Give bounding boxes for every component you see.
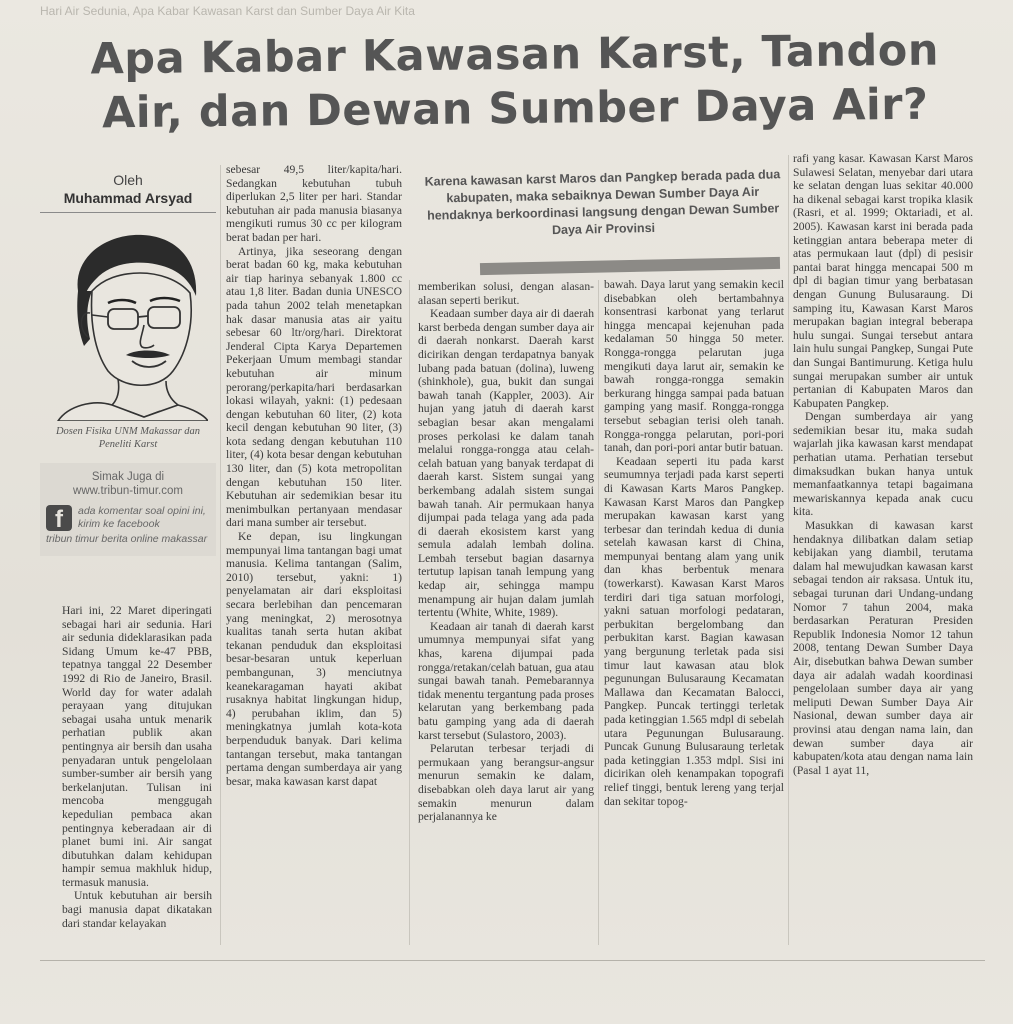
top-strip-text: Hari Air Sedunia, Apa Kabar Kawasan Karst dan Sumber Daya Air Kita bbox=[40, 4, 415, 18]
simak-title: Simak Juga di bbox=[91, 471, 165, 483]
facebook-row bbox=[46, 505, 210, 531]
col1-paragraph: Hari ini, 22 Maret diperingati sebagai hari air sedunia. Hari air sedunia dideklarasikan pada Sidang Umum ke-47 PBB, tepatnya tanggal 22 Desember 1992 di Rio de Janeiro, Brasil. World day for water adalah perayaan yang ditujukan sebagai usaha untuk menarik perhatian publik akan pentingnya air bersih dan usaha penyadaran untuk pengelolaan sumber-sumber air bersih yang berkelanjutan. Tulisan ini mencoba menggugah kepedulian pembaca akan pentingnya keberadaan air di planet bumi ini. Air sangat dibutuhkan dalam kehidupan hampir semua makhluk hidup, termasuk manusia. bbox=[62, 604, 212, 889]
author-portrait-illustration bbox=[48, 221, 208, 421]
article-column-5 bbox=[793, 152, 973, 944]
col1-paragraph: Untuk kebutuhan air bersih bagi manusia dapat dikatakan dari standar kelayakan bbox=[62, 889, 212, 930]
column-divider bbox=[598, 280, 599, 945]
pull-quote-bar bbox=[480, 257, 780, 275]
column-divider bbox=[788, 155, 789, 945]
facebook-text: ada komentar soal opini ini, kirim ke facebook bbox=[78, 505, 206, 530]
col3-paragraph: Keadaan sumber daya air di daerah karst berbeda dengan sumber daya air di daerah nonkarst. Daerah karst dicirikan dengan terdapatnya banyak lubang pada batuan (dolina), luweng (shinkhole), gua, bukit dan sungai bawah tanah (Kappler, 2003). Air hujan yang jatuh di daerah karst sebagian besar akan mengalami proses perkolasi ke dalam tanah melalui rongga-rongga atau celah-celah batuan yang banyak terdapat di daerah karst. Sistem sungai yang berkembang adalah sistem sungai bawah tanah. Air permukaan hanya dijumpai pada telaga yang ada pada di daerah ekosistem karst yang semula adalah lembah dolina. Lembah tersebut bagian dasarnya tertutup lapisan tanah lempung yang kedap air, sehingga mampu menampung air hujan dalam jumlah tertentu (White, White, 1989). bbox=[418, 307, 594, 620]
article-column-3 bbox=[418, 280, 594, 943]
col2-paragraph: sebesar 49,5 liter/kapita/hari. Sedangkan kebutuhan tubuh diperlukan 2,5 liter per hari. Standar kebutuhan air pada manusia biasanya mengikuti rumus 30 cc per kilogram berat badan per hari. bbox=[226, 163, 402, 244]
col2-paragraph: Ke depan, isu lingkungan mempunyai lima tantangan bagi umat manusia. Kelima tantangan (Salim, 2010) tersebut, yakni: 1) penyelamatan air dari eksploitasi secara berlebihan dan pencemaran yang meningkat, 2) merosotnya kualitas tanah serta hutan akibat tekanan penduduk dan eksploitasi besar-besaran untuk keperluan pembangunan, 3) menciutnya keanekaragaman hayati akibat rusaknya habitat lingkungan hidup, 4) perubahan iklim, dan 5) meningkatnya jumlah kota-kota berpenduduk banyak. Dari kelima tantangan tersebut, maka tantangan pertama dengan sumberdaya air yang besar, maka kawasan karst dapat bbox=[226, 530, 402, 788]
author-name: Muhammad Arsyad bbox=[63, 190, 193, 206]
headline-line-1: Apa Kabar Kawasan Karst, Tandon bbox=[90, 25, 940, 85]
bottom-rule bbox=[40, 960, 985, 961]
article-column-4 bbox=[604, 278, 784, 943]
author-caption: Dosen Fisika UNM Makassar dan Peneliti Karst bbox=[55, 426, 201, 450]
simak-url: www.tribun-timur.com bbox=[73, 485, 183, 497]
col3-paragraph: Pelarutan terbesar terjadi di permukaan yang berangsur-angsur menurun semakin ke dalam, disebabkan oleh daya larut air yang semakin menurun dalam perjalanannya ke bbox=[418, 742, 594, 824]
simak-box bbox=[40, 463, 216, 556]
pull-quote: Karena kawasan karst Maros dan Pangkep berada pada dua kabupaten, maka sebaiknya Dewan Sumber Daya Air hendaknya berkoordinasi langsung dengan Dewan Sumber Daya Air Provinsi bbox=[424, 167, 781, 238]
facebook-icon: f bbox=[46, 505, 72, 531]
author-by-label: Oleh bbox=[113, 172, 143, 188]
author-column bbox=[40, 172, 216, 556]
col5-paragraph: Masukkan di kawasan karst hendaknya dilibatkan dalam setiap kebijakan yang diambil, terutama dalam hal mewujudkan kawasan karst sebagai tendon air raksasa. Untuk itu, sebagai turunan dari Undang-undang Nomor 7 tahun 2004, maka berdasarkan Peraturan Presiden Republik Indonesia Nomor 12 tahun 2008, tentang Dewan Sumber Daya Air, disebutkan bahwa Dewan sumber daya air adalah wadah koordinasi pengelolaan sumber daya air yang meliputi Dewan Sumber Daya Air Nasional, dewan sumber daya air provinsi atau dengan nama lain, dan dewan sumber daya air kabupaten/kota atau dengan nama lain (Pasal 1 ayat 11, bbox=[793, 519, 973, 777]
headline bbox=[49, 23, 980, 141]
col4-paragraph: bawah. Daya larut yang semakin kecil disebabkan oleh bertambahnya konsentrasi karbonat yang terlarut hingga mencapai kejenuhan pada kedalaman 50 hingga 50 meter. Rongga-rongga pelarutan juga mengikuti daya larut air, semakin ke bawah rongga-rongga semakin berkurang hingga sampai pada batuan gamping yang masif. Rongga-rongga tersebut sebagian terisi oleh tanah. Rongga-rongga pelarutan, pori-pori tanah, dan pori-pori antar butir batuan. bbox=[604, 278, 784, 455]
col2-paragraph: Artinya, jika seseorang dengan berat badan 60 kg, maka kebutuhan air tiap harinya sebanyak 1.800 cc atau 1,8 liter. Badan dunia UNESCO pada tahun 2002 telah menetapkan hak dasar manusia atas air yaitu sebesar 60 ltr/org/hari. Direktorat Jenderal Cipta Karya Departemen Pekerjaan Umum membagi standar kebutuhan air minum perorang/perkapita/hari berdasarkan lokasi wilayah, yakni: (1) pedesaan dengan kebutuhan 60 liter, (2) kota kecil dengan kebutuhan 90 liter, (3) kota sedang dengan kebutuhan 110 liter, (4) kota besar dengan kebutuhan 130 liter, dan (5) kota metropolitan dengan kebutuhan 150 liter. Kebutuhan air sedemikian besar itu menimbulkan pertanyaan mendasar dari mana sumber air tersebut. bbox=[226, 244, 402, 530]
headline-line-2: Air, dan Dewan Sumber Daya Air? bbox=[101, 79, 929, 139]
col5-paragraph: rafi yang kasar. Kawasan Karst Maros Sulawesi Selatan, menyebar dari utara ke selatan dengan luas sekitar 40.000 ha dikenal sebagai karst tropika klasik (Rasri, et al. 1999; Oktariadi, et al. 2005). Kawasan karst ini berada pada ketinggian antara beberapa meter di atas permukaan laut (dpl) di pesisir pantai barat hingga mencapai 500 m dpl di bagian timur yang berbatasan dengan Gunung Bulusaraung. Di samping itu, Kawasan Karst Maros merupakan bagian integral beberapa hulu sungai. Sungai tersebut antara lain hulu sungai Pangkep, Sungai Pute dan Sungai Bantimurung. Ketiga hulu sungai merupakan sumber air untuk pertanian di Kabupaten Maros dan Kabupaten Pangkep. bbox=[793, 152, 973, 410]
col3-paragraph: Keadaan air tanah di daerah karst umumnya mempunyai sifat yang khas, karena dijumpai pada rongga/retakan/celah batuan, gua atau sungai bawah tanah. Pemebarannya tidak menentu tergantung pada proses kelarutan yang berkembang pada batu gamping yang ada di daerah karst tersebut (Sulastoro, 2003). bbox=[418, 619, 594, 742]
article-column-1 bbox=[62, 604, 212, 944]
col4-paragraph: Keadaan seperti itu pada karst seumumnya terjadi pada karst seperti di Kawasan Karts Maros Pangkep. Kawasan Karst Maros dan Pangkep merupakan kawasan karst yang terbesar dan terindah kedua di dunia setelah kawasan karst di China, mempunyai bentang alam yang unik dan khas berbentuk menara (towerkarst). Kawasan Karst Maros terdiri dari tiga satuan morfologi, yakni satuan morfologi pedataran, perbukitan bergelombang dan perbukitan karst. Bagian kawasan yang bergunung terletak pada sisi timur laut kawasan atau blok pegunungan Bulusaraung Kecamatan Mallawa dan Kecamatan Balocci, Pangkep. Puncak tertinggi terletak pada ketinggian 1.565 mdpl di sebelah utara Pegunungan Bulusaraung. Puncak Gunung Bulusaraung terletak pada ketinggian 1.353 mdpl. Sisi ini dicirikan oleh kenampakan topografi relief tinggi, bentuk lereng yang terjal dan sekitar topog- bbox=[604, 454, 784, 808]
col5-paragraph: Dengan sumberdaya air yang sedemikian besar itu, maka sudah wajarlah jika kawasan karst mendapat perhatian utama. Perhatian tersebut dimaksudkan bukan hanya untuk memanfaatkannya tetapi bagaimana mewariskannya kepada anak cucu kita. bbox=[793, 410, 973, 519]
col3-paragraph: memberikan solusi, dengan alasan-alasan seperti berikut. bbox=[418, 280, 594, 307]
column-divider bbox=[220, 165, 221, 945]
facebook-more-text: tribun timur berita online makassar bbox=[46, 533, 208, 545]
column-divider bbox=[409, 280, 410, 945]
author-rule bbox=[40, 212, 216, 213]
article-column-2 bbox=[226, 163, 402, 943]
